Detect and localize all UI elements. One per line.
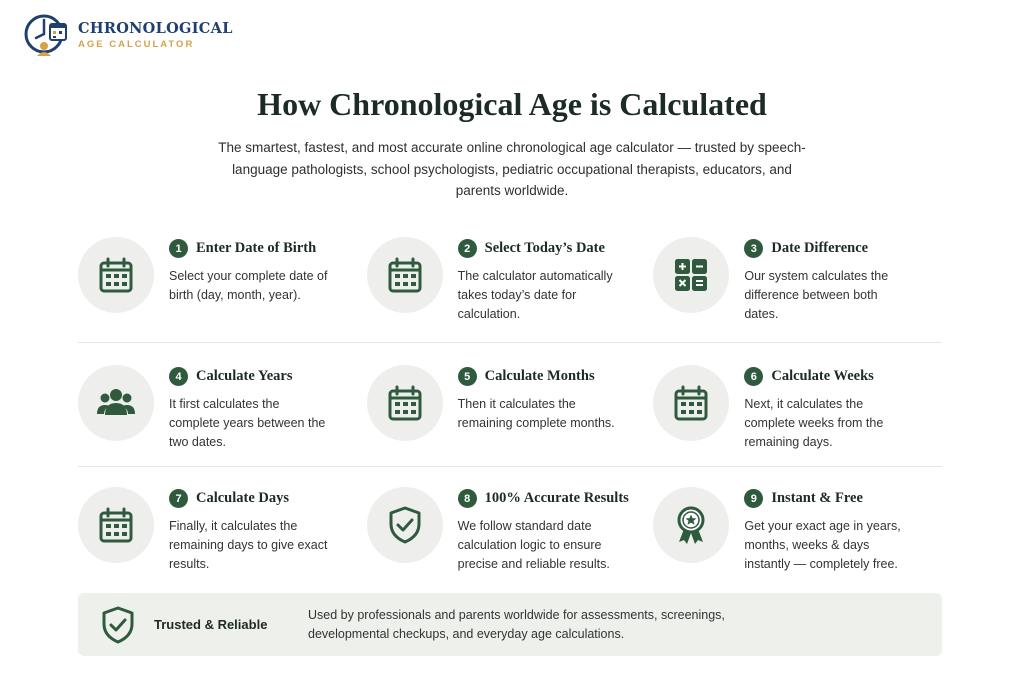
site-logo[interactable] — [24, 12, 233, 58]
step-title: 100% Accurate Results — [484, 490, 629, 506]
trust-text: Used by professionals and parents worldwide for assessments, screenings, developmental checkups, and everyday age calculations. — [308, 607, 725, 641]
step-title: Date Difference — [771, 240, 869, 256]
step-icon-circle — [78, 365, 154, 441]
step-card — [367, 237, 654, 324]
step-title: Calculate Months — [484, 368, 595, 384]
step-icon-circle — [653, 237, 729, 313]
step-description: Select your complete date of birth (day, month, year). — [169, 269, 328, 302]
people-icon — [96, 383, 136, 423]
logo-title: CHRONOLOGICAL — [78, 20, 233, 37]
step-card — [78, 365, 367, 452]
step-number: 5 — [458, 367, 477, 386]
calendar-icon — [96, 255, 136, 295]
step-description: The calculator automatically takes today’s date for calculation. — [457, 269, 613, 321]
logo-subtitle: AGE CALCULATOR — [78, 39, 195, 50]
step-title: Calculate Years — [196, 368, 293, 384]
trust-banner — [78, 593, 942, 656]
step-icon-circle — [653, 365, 729, 441]
step-description: Next, it calculates the complete weeks from the remaining days. — [744, 397, 884, 449]
step-card — [78, 237, 367, 313]
step-title: Enter Date of Birth — [196, 240, 317, 256]
calendar-icon — [96, 505, 136, 545]
step-description: Our system calculates the difference between both dates. — [744, 269, 889, 321]
step-card — [653, 237, 942, 324]
steps-row — [78, 467, 942, 593]
trust-label: Trusted & Reliable — [154, 617, 268, 632]
clock-calendar-person-icon — [24, 12, 70, 58]
step-icon-circle — [367, 365, 443, 441]
calendar-icon — [385, 255, 425, 295]
step-number: 9 — [744, 489, 763, 508]
step-icon-circle — [653, 487, 729, 563]
step-number: 8 — [458, 489, 477, 508]
step-number: 3 — [744, 239, 763, 258]
calendar-icon — [671, 383, 711, 423]
step-description: Get your exact age in years, months, weeks & days instantly — completely free. — [744, 519, 901, 571]
step-description: Then it calculates the remaining complete months. — [457, 397, 615, 430]
step-card — [653, 487, 942, 574]
step-number: 6 — [744, 367, 763, 386]
step-number: 4 — [169, 367, 188, 386]
calendar-icon — [385, 383, 425, 423]
step-number: 2 — [458, 239, 477, 258]
step-icon-circle — [367, 237, 443, 313]
step-number: 7 — [169, 489, 188, 508]
step-description: We follow standard date calculation logic to ensure precise and reliable results. — [457, 519, 610, 571]
award-badge-icon — [671, 505, 711, 545]
step-icon-circle — [78, 237, 154, 313]
step-description: It first calculates the complete years between the two dates. — [169, 397, 326, 449]
shield-check-icon — [385, 505, 425, 545]
step-card — [78, 487, 367, 574]
intro-text: The smartest, fastest, and most accurate online chronological age calculator — trusted by speech-language pathologists, school psychologists, pediatric occupational therapists, educators, and parents worldwide. — [218, 140, 806, 198]
step-card — [367, 487, 654, 574]
calculator-icon — [671, 255, 711, 295]
step-title: Instant & Free — [771, 490, 863, 506]
step-card — [367, 365, 654, 441]
step-card — [653, 365, 942, 452]
steps-row — [78, 343, 942, 467]
steps-row — [78, 225, 942, 343]
step-title: Calculate Weeks — [771, 368, 874, 384]
step-title: Calculate Days — [196, 490, 290, 506]
step-number: 1 — [169, 239, 188, 258]
step-icon-circle — [367, 487, 443, 563]
shield-check-icon — [98, 605, 138, 645]
step-title: Select Today’s Date — [484, 240, 605, 256]
page-title: How Chronological Age is Calculated — [257, 86, 767, 122]
step-description: Finally, it calculates the remaining days to give exact results. — [169, 519, 328, 571]
steps-grid — [78, 225, 942, 593]
step-icon-circle — [78, 487, 154, 563]
